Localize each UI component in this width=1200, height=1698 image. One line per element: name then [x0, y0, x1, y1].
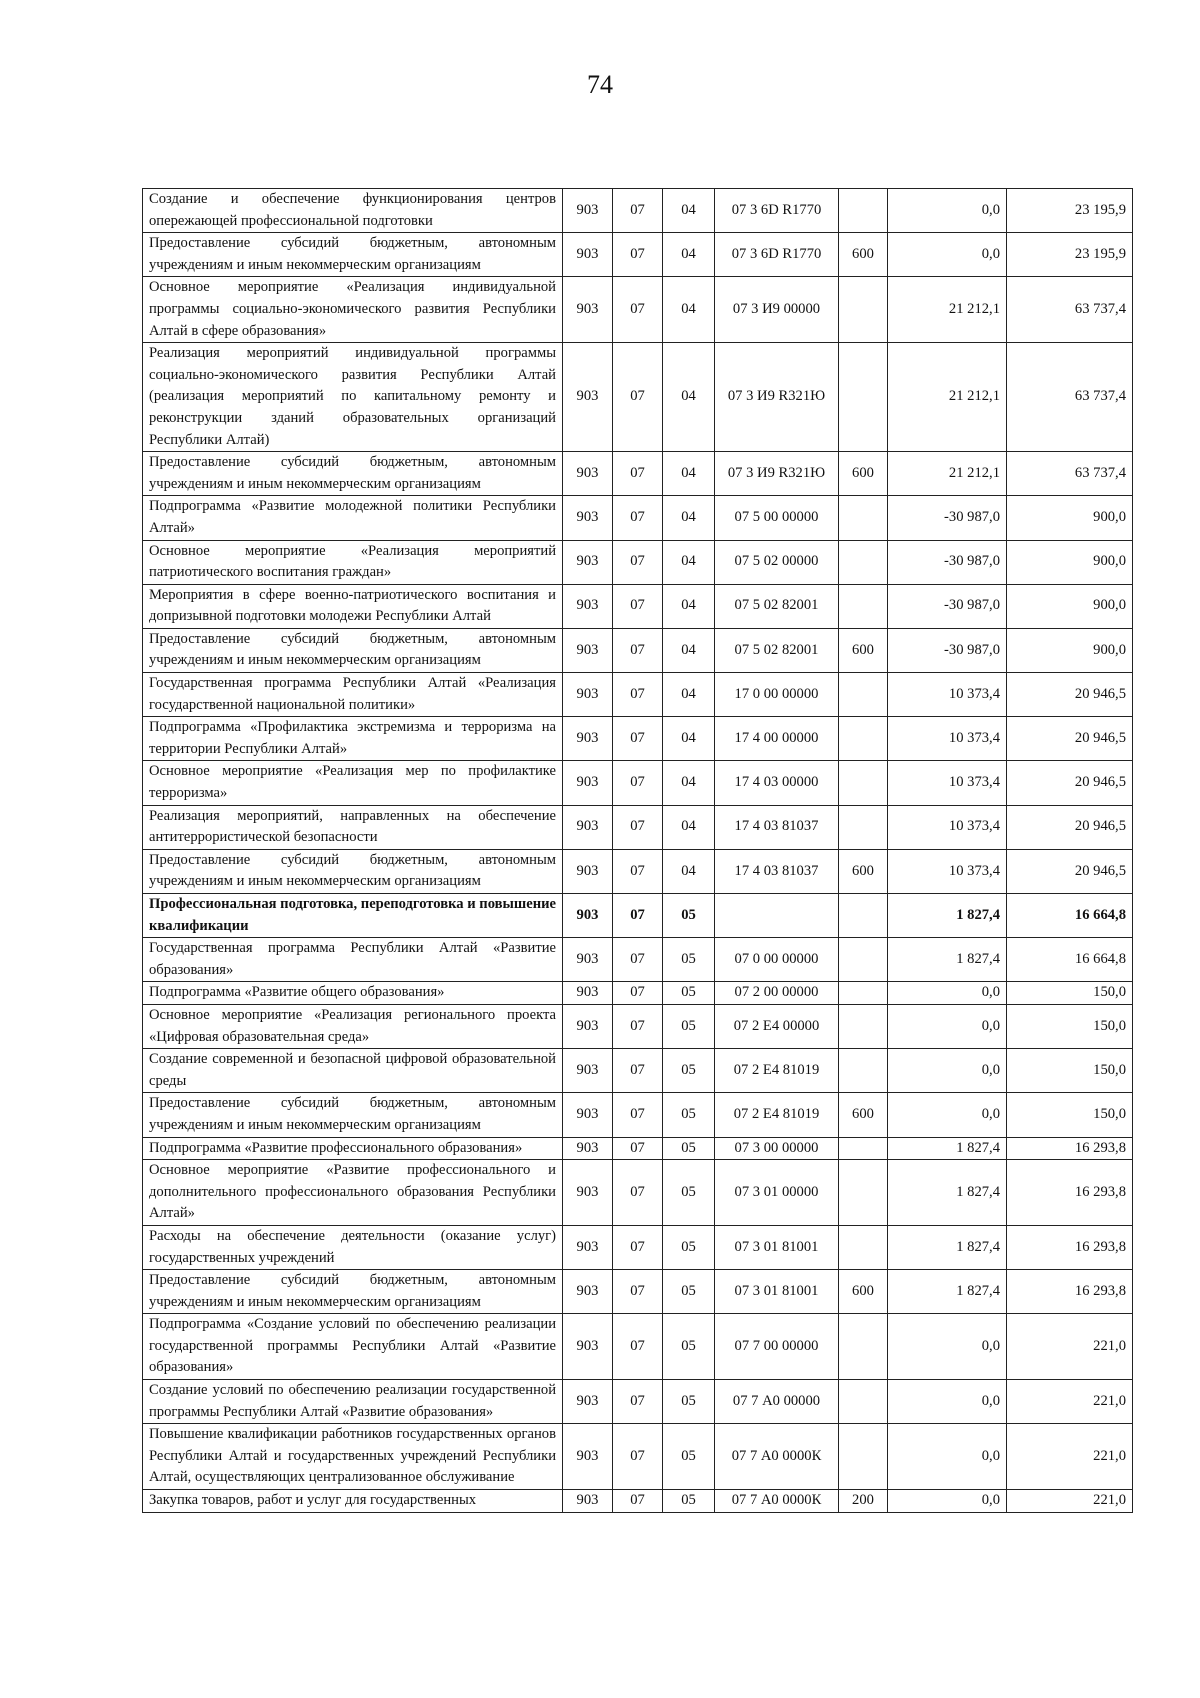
amount-total-cell: 150,0: [1007, 1049, 1133, 1093]
expense-type-cell: [839, 894, 888, 938]
amount-change-cell: 0,0: [888, 1093, 1007, 1137]
amount-change-cell: 0,0: [888, 1049, 1007, 1093]
amount-change-cell: 0,0: [888, 1490, 1007, 1513]
table-row: [143, 1424, 1133, 1490]
item-name-cell: Государственная программа Республики Алтай «Развитие образования»: [143, 938, 563, 982]
amount-change-cell: 0,0: [888, 233, 1007, 277]
expense-type-cell: [839, 277, 888, 343]
amount-total-cell: 16 664,8: [1007, 894, 1133, 938]
item-name-cell: Предоставление субсидий бюджетным, автономным учреждениям и иным некоммерческим организациям: [143, 1270, 563, 1314]
ministry-code-cell: 903: [563, 938, 613, 982]
target-article-cell: 07 2 E4 81019: [715, 1093, 839, 1137]
amount-change-cell: 1 827,4: [888, 894, 1007, 938]
item-name-cell: Подпрограмма «Профилактика экстремизма и терроризма на территории Республики Алтай»: [143, 717, 563, 761]
ministry-code-cell: 903: [563, 343, 613, 452]
subsection-code-cell: 04: [663, 584, 715, 628]
target-article-cell: 07 3 01 00000: [715, 1160, 839, 1226]
amount-change-cell: 0,0: [888, 1380, 1007, 1424]
subsection-code-cell: 05: [663, 1270, 715, 1314]
amount-total-cell: 63 737,4: [1007, 277, 1133, 343]
subsection-code-cell: 05: [663, 1314, 715, 1380]
item-name-cell: Расходы на обеспечение деятельности (оказание услуг) государственных учреждений: [143, 1225, 563, 1269]
item-name-cell: Подпрограмма «Развитие общего образования»: [143, 982, 563, 1005]
ministry-code-cell: 903: [563, 1490, 613, 1513]
subsection-code-cell: 05: [663, 1160, 715, 1226]
expense-type-cell: [839, 189, 888, 233]
expense-type-cell: [839, 805, 888, 849]
section-code-cell: 07: [613, 1093, 663, 1137]
table-row: [143, 982, 1133, 1005]
amount-total-cell: 16 293,8: [1007, 1270, 1133, 1314]
amount-total-cell: 23 195,9: [1007, 189, 1133, 233]
amount-total-cell: 900,0: [1007, 540, 1133, 584]
amount-change-cell: 1 827,4: [888, 1160, 1007, 1226]
section-code-cell: 07: [613, 673, 663, 717]
target-article-cell: 17 4 03 81037: [715, 849, 839, 893]
subsection-code-cell: 05: [663, 1049, 715, 1093]
amount-total-cell: 20 946,5: [1007, 673, 1133, 717]
item-name-cell: Создание и обеспечение функционирования центров опережающей профессиональной подготовки: [143, 189, 563, 233]
expense-type-cell: 600: [839, 1270, 888, 1314]
subsection-code-cell: 04: [663, 673, 715, 717]
amount-change-cell: 21 212,1: [888, 277, 1007, 343]
table-row: [143, 1137, 1133, 1160]
target-article-cell: 07 3 И9 R321Ю: [715, 452, 839, 496]
ministry-code-cell: 903: [563, 233, 613, 277]
ministry-code-cell: 903: [563, 1225, 613, 1269]
subsection-code-cell: 05: [663, 1380, 715, 1424]
target-article-cell: 07 7 А0 00000: [715, 1380, 839, 1424]
expense-type-cell: [839, 1314, 888, 1380]
table-row: [143, 673, 1133, 717]
ministry-code-cell: 903: [563, 1160, 613, 1226]
table-row: [143, 717, 1133, 761]
target-article-cell: 07 3 6D R1770: [715, 189, 839, 233]
subsection-code-cell: 04: [663, 761, 715, 805]
subsection-code-cell: 05: [663, 938, 715, 982]
target-article-cell: 07 7 А0 0000К: [715, 1490, 839, 1513]
amount-change-cell: -30 987,0: [888, 584, 1007, 628]
section-code-cell: 07: [613, 1424, 663, 1490]
item-name-cell: Основное мероприятие «Реализация индивидуальной программы социально-экономического развития Республики Алтай в сфере образования»: [143, 277, 563, 343]
subsection-code-cell: 04: [663, 540, 715, 584]
item-name-cell: Закупка товаров, работ и услуг для государственных: [143, 1490, 563, 1513]
amount-total-cell: 221,0: [1007, 1314, 1133, 1380]
subsection-code-cell: 05: [663, 1137, 715, 1160]
expense-type-cell: [839, 1380, 888, 1424]
subsection-code-cell: 04: [663, 277, 715, 343]
expense-type-cell: [839, 1225, 888, 1269]
table-row: [143, 938, 1133, 982]
table-row: [143, 805, 1133, 849]
expense-type-cell: [839, 1004, 888, 1048]
target-article-cell: 17 0 00 00000: [715, 673, 839, 717]
subsection-code-cell: 04: [663, 717, 715, 761]
target-article-cell: 07 0 00 00000: [715, 938, 839, 982]
ministry-code-cell: 903: [563, 1314, 613, 1380]
amount-change-cell: 10 373,4: [888, 805, 1007, 849]
target-article-cell: 07 3 6D R1770: [715, 233, 839, 277]
table-row: [143, 1004, 1133, 1048]
section-code-cell: 07: [613, 277, 663, 343]
subsection-code-cell: 04: [663, 452, 715, 496]
amount-total-cell: 221,0: [1007, 1490, 1133, 1513]
ministry-code-cell: 903: [563, 717, 613, 761]
ministry-code-cell: 903: [563, 584, 613, 628]
target-article-cell: 17 4 03 81037: [715, 805, 839, 849]
table-row: [143, 540, 1133, 584]
amount-change-cell: -30 987,0: [888, 540, 1007, 584]
amount-change-cell: 10 373,4: [888, 673, 1007, 717]
section-code-cell: 07: [613, 1314, 663, 1380]
target-article-cell: 07 3 00 00000: [715, 1137, 839, 1160]
amount-total-cell: 16 664,8: [1007, 938, 1133, 982]
amount-total-cell: 20 946,5: [1007, 761, 1133, 805]
subsection-code-cell: 04: [663, 805, 715, 849]
amount-change-cell: 0,0: [888, 1004, 1007, 1048]
table-row: [143, 1270, 1133, 1314]
expense-type-cell: [839, 1424, 888, 1490]
subsection-code-cell: 04: [663, 343, 715, 452]
target-article-cell: 07 2 E4 81019: [715, 1049, 839, 1093]
subsection-code-cell: 04: [663, 189, 715, 233]
ministry-code-cell: 903: [563, 894, 613, 938]
table-row: [143, 584, 1133, 628]
subsection-code-cell: 05: [663, 1225, 715, 1269]
section-code-cell: 07: [613, 452, 663, 496]
ministry-code-cell: 903: [563, 496, 613, 540]
item-name-cell: Подпрограмма «Создание условий по обеспечению реализации государственной программы Республики Алтай «Развитие образования»: [143, 1314, 563, 1380]
target-article-cell: 07 3 01 81001: [715, 1270, 839, 1314]
section-code-cell: 07: [613, 1004, 663, 1048]
amount-total-cell: 900,0: [1007, 496, 1133, 540]
section-code-cell: 07: [613, 894, 663, 938]
subsection-code-cell: 04: [663, 849, 715, 893]
expense-type-cell: [839, 761, 888, 805]
expense-type-cell: 600: [839, 628, 888, 672]
ministry-code-cell: 903: [563, 540, 613, 584]
item-name-cell: Основное мероприятие «Реализация регионального проекта «Цифровая образовательная среда»: [143, 1004, 563, 1048]
item-name-cell: Предоставление субсидий бюджетным, автономным учреждениям и иным некоммерческим организациям: [143, 628, 563, 672]
expense-type-cell: [839, 1137, 888, 1160]
amount-total-cell: 900,0: [1007, 628, 1133, 672]
item-name-cell: Повышение квалификации работников государственных органов Республики Алтай и государственных учреждений Республики Алтай, осуществляющих централизованное обслуживание: [143, 1424, 563, 1490]
target-article-cell: 07 3 И9 00000: [715, 277, 839, 343]
table-row: [143, 496, 1133, 540]
ministry-code-cell: 903: [563, 189, 613, 233]
amount-change-cell: 10 373,4: [888, 849, 1007, 893]
item-name-cell: Основное мероприятие «Реализация мероприятий патриотического воспитания граждан»: [143, 540, 563, 584]
table-row: [143, 343, 1133, 452]
target-article-cell: 17 4 03 00000: [715, 761, 839, 805]
budget-table-body: [143, 189, 1133, 1513]
amount-total-cell: 150,0: [1007, 982, 1133, 1005]
amount-change-cell: 0,0: [888, 189, 1007, 233]
section-code-cell: 07: [613, 761, 663, 805]
amount-change-cell: 10 373,4: [888, 761, 1007, 805]
table-row: [143, 452, 1133, 496]
expense-type-cell: 600: [839, 233, 888, 277]
item-name-cell: Основное мероприятие «Реализация мер по профилактике терроризма»: [143, 761, 563, 805]
ministry-code-cell: 903: [563, 761, 613, 805]
amount-total-cell: 20 946,5: [1007, 805, 1133, 849]
section-code-cell: 07: [613, 1270, 663, 1314]
expense-type-cell: 600: [839, 849, 888, 893]
expense-type-cell: [839, 938, 888, 982]
ministry-code-cell: 903: [563, 1424, 613, 1490]
amount-change-cell: -30 987,0: [888, 496, 1007, 540]
target-article-cell: 07 5 02 82001: [715, 628, 839, 672]
subsection-code-cell: 04: [663, 496, 715, 540]
subsection-code-cell: 05: [663, 1424, 715, 1490]
target-article-cell: 07 5 02 00000: [715, 540, 839, 584]
section-code-cell: 07: [613, 1225, 663, 1269]
amount-total-cell: 23 195,9: [1007, 233, 1133, 277]
section-code-cell: 07: [613, 189, 663, 233]
amount-total-cell: 20 946,5: [1007, 849, 1133, 893]
amount-total-cell: 221,0: [1007, 1424, 1133, 1490]
table-row: [143, 894, 1133, 938]
section-code-cell: 07: [613, 982, 663, 1005]
ministry-code-cell: 903: [563, 673, 613, 717]
amount-total-cell: 63 737,4: [1007, 452, 1133, 496]
table-row: [143, 1049, 1133, 1093]
section-code-cell: 07: [613, 805, 663, 849]
expense-type-cell: [839, 496, 888, 540]
amount-change-cell: 21 212,1: [888, 452, 1007, 496]
expense-type-cell: [839, 1049, 888, 1093]
subsection-code-cell: 05: [663, 1093, 715, 1137]
item-name-cell: Создание современной и безопасной цифровой образовательной среды: [143, 1049, 563, 1093]
ministry-code-cell: 903: [563, 1270, 613, 1314]
ministry-code-cell: 903: [563, 1049, 613, 1093]
table-row: [143, 1314, 1133, 1380]
amount-total-cell: 150,0: [1007, 1004, 1133, 1048]
expense-type-cell: 600: [839, 452, 888, 496]
expense-type-cell: [839, 1160, 888, 1226]
amount-change-cell: 10 373,4: [888, 717, 1007, 761]
item-name-cell: Создание условий по обеспечению реализации государственной программы Республики Алтай «Развитие образования»: [143, 1380, 563, 1424]
target-article-cell: [715, 894, 839, 938]
target-article-cell: 07 2 E4 00000: [715, 1004, 839, 1048]
expense-type-cell: [839, 982, 888, 1005]
budget-table: [142, 188, 1133, 1513]
item-name-cell: Профессиональная подготовка, переподготовка и повышение квалификации: [143, 894, 563, 938]
amount-change-cell: -30 987,0: [888, 628, 1007, 672]
amount-total-cell: 20 946,5: [1007, 717, 1133, 761]
target-article-cell: 07 3 01 81001: [715, 1225, 839, 1269]
amount-change-cell: 1 827,4: [888, 1225, 1007, 1269]
amount-change-cell: 1 827,4: [888, 938, 1007, 982]
amount-total-cell: 221,0: [1007, 1380, 1133, 1424]
section-code-cell: 07: [613, 584, 663, 628]
target-article-cell: 07 3 И9 R321Ю: [715, 343, 839, 452]
ministry-code-cell: 903: [563, 849, 613, 893]
section-code-cell: 07: [613, 1380, 663, 1424]
table-row: [143, 1093, 1133, 1137]
section-code-cell: 07: [613, 938, 663, 982]
item-name-cell: Мероприятия в сфере военно-патриотического воспитания и допризывной подготовки молодежи Республики Алтай: [143, 584, 563, 628]
target-article-cell: 07 5 00 00000: [715, 496, 839, 540]
amount-total-cell: 16 293,8: [1007, 1160, 1133, 1226]
target-article-cell: 07 7 00 00000: [715, 1314, 839, 1380]
expense-type-cell: [839, 584, 888, 628]
table-row: [143, 189, 1133, 233]
expense-type-cell: [839, 343, 888, 452]
expense-type-cell: [839, 540, 888, 584]
ministry-code-cell: 903: [563, 1093, 613, 1137]
ministry-code-cell: 903: [563, 982, 613, 1005]
subsection-code-cell: 04: [663, 628, 715, 672]
subsection-code-cell: 05: [663, 982, 715, 1005]
item-name-cell: Основное мероприятие «Развитие профессионального и дополнительного профессионального образования Республики Алтай»: [143, 1160, 563, 1226]
amount-change-cell: 0,0: [888, 1314, 1007, 1380]
expense-type-cell: 200: [839, 1490, 888, 1513]
table-row: [143, 233, 1133, 277]
amount-total-cell: 16 293,8: [1007, 1137, 1133, 1160]
target-article-cell: 07 5 02 82001: [715, 584, 839, 628]
section-code-cell: 07: [613, 849, 663, 893]
page-number: 74: [587, 70, 613, 99]
amount-total-cell: 900,0: [1007, 584, 1133, 628]
subsection-code-cell: 05: [663, 894, 715, 938]
section-code-cell: 07: [613, 1137, 663, 1160]
item-name-cell: Предоставление субсидий бюджетным, автономным учреждениям и иным некоммерческим организациям: [143, 1093, 563, 1137]
amount-change-cell: 1 827,4: [888, 1137, 1007, 1160]
section-code-cell: 07: [613, 1049, 663, 1093]
ministry-code-cell: 903: [563, 277, 613, 343]
item-name-cell: Подпрограмма «Развитие молодежной политики Республики Алтай»: [143, 496, 563, 540]
table-row: [143, 1225, 1133, 1269]
table-row: [143, 277, 1133, 343]
target-article-cell: 17 4 00 00000: [715, 717, 839, 761]
item-name-cell: Подпрограмма «Развитие профессионального образования»: [143, 1137, 563, 1160]
expense-type-cell: 600: [839, 1093, 888, 1137]
ministry-code-cell: 903: [563, 628, 613, 672]
amount-change-cell: 1 827,4: [888, 1270, 1007, 1314]
item-name-cell: Предоставление субсидий бюджетным, автономным учреждениям и иным некоммерческим организациям: [143, 849, 563, 893]
table-row: [143, 1490, 1133, 1513]
amount-total-cell: 63 737,4: [1007, 343, 1133, 452]
target-article-cell: 07 2 00 00000: [715, 982, 839, 1005]
amount-total-cell: 16 293,8: [1007, 1225, 1133, 1269]
ministry-code-cell: 903: [563, 1004, 613, 1048]
subsection-code-cell: 05: [663, 1490, 715, 1513]
section-code-cell: 07: [613, 1160, 663, 1226]
amount-change-cell: 0,0: [888, 1424, 1007, 1490]
ministry-code-cell: 903: [563, 1137, 613, 1160]
amount-total-cell: 150,0: [1007, 1093, 1133, 1137]
section-code-cell: 07: [613, 540, 663, 584]
section-code-cell: 07: [613, 496, 663, 540]
table-row: [143, 849, 1133, 893]
table-row: [143, 761, 1133, 805]
section-code-cell: 07: [613, 343, 663, 452]
table-row: [143, 1160, 1133, 1226]
section-code-cell: 07: [613, 233, 663, 277]
subsection-code-cell: 04: [663, 233, 715, 277]
ministry-code-cell: 903: [563, 452, 613, 496]
table-row: [143, 1380, 1133, 1424]
expense-type-cell: [839, 717, 888, 761]
subsection-code-cell: 05: [663, 1004, 715, 1048]
amount-change-cell: 0,0: [888, 982, 1007, 1005]
target-article-cell: 07 7 А0 0000К: [715, 1424, 839, 1490]
ministry-code-cell: 903: [563, 805, 613, 849]
item-name-cell: Предоставление субсидий бюджетным, автономным учреждениям и иным некоммерческим организациям: [143, 452, 563, 496]
table-row: [143, 628, 1133, 672]
item-name-cell: Предоставление субсидий бюджетным, автономным учреждениям и иным некоммерческим организациям: [143, 233, 563, 277]
section-code-cell: 07: [613, 628, 663, 672]
expense-type-cell: [839, 673, 888, 717]
item-name-cell: Государственная программа Республики Алтай «Реализация государственной национальной политики»: [143, 673, 563, 717]
amount-change-cell: 21 212,1: [888, 343, 1007, 452]
item-name-cell: Реализация мероприятий индивидуальной программы социально-экономического развития Республики Алтай (реализация мероприятий по капитальному ремонту и реконструкции зданий образовательных организаций Республики Алтай): [143, 343, 563, 452]
ministry-code-cell: 903: [563, 1380, 613, 1424]
section-code-cell: 07: [613, 1490, 663, 1513]
section-code-cell: 07: [613, 717, 663, 761]
item-name-cell: Реализация мероприятий, направленных на обеспечение антитеррористической безопасности: [143, 805, 563, 849]
